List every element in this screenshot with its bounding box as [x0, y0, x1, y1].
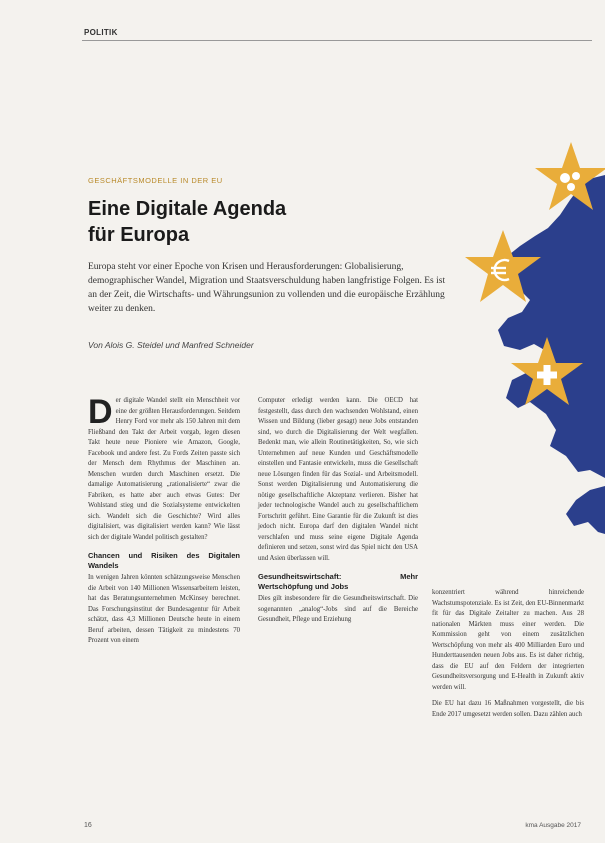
europe-map-shape-south [566, 486, 605, 534]
column-2-paragraph-1: Computer erledigt werden kann. Die OECD hat festgestellt, dass durch den wachsenden Wohlstand, einen Wissen und Bildung (lieber gesagt) neue Jobs entstanden sind, wo durch die Digitalisierung der Welt wegfallen. Bedenkt man, wie allein Routinetätigkeiten, So, wie sich Unternehmen auf neue Kunden und Geschäftsmodelle einstellen und Fantasie entwickeln, muss die Gesellschaft neue Lösungen finden für das Sozial- und Arbeitsmodell. Sonst werden Digitalisierung und Automatisierung die nötige gesellschaftliche Akzeptanz verlieren. Bisher hat jeder technologische Wandel auch zu gesellschaftlichem Fortschritt geführt. Eine Garantie für die Zukunft ist dies jedoch nicht. Europa darf den digitalen Wandel nicht verschlafen und muss seine eigene Digitale Agenda definieren und setzen, sonst wird das Spiel nicht den USA und Asien überlassen will. [258, 397, 418, 562]
column-3-paragraph-1: konzentriert während hinreichende Wachstumspotenziale. Es ist Zeit, den EU-Binnenmarkt fit für das Digitale Zeitalter zu machen. Aus 28 nationalen Märkten muss einer werden. Die Kommission geht von einem zusätzlichen Wertschöpfung von mehr als 400 Milliarden Euro und Hunderttausenden neuen Jobs aus. Es ist daher richtig, dass die EU auf den Feldern der integrierten Gesundheitsversorgung und E-Health in Zukunft aktiv werden will. [432, 589, 584, 691]
column-3-paragraph-2: Die EU hat dazu 16 Maßnahmen vorgestellt, die bis Ende 2017 umgesetzt werden sollen. Dazu zählen auch [432, 700, 584, 718]
column-2-paragraph-2: Dies gilt insbesondere für die Gesundheitswirtschaft. Die sogenannten „analog“-Jobs sind auf die Bereiche Gesundheit, Pflege und Erziehung [258, 595, 418, 623]
text-column-3 [432, 588, 584, 720]
article-byline: Von Alois G. Steidel und Manfred Schneider [88, 340, 254, 350]
column-1-subhead: Chancen und Risiken des Digitalen Wandels [88, 551, 240, 570]
headline-line-1: Eine Digitale Agenda [88, 198, 287, 220]
article-headline [88, 196, 428, 248]
europe-map-shape [498, 175, 605, 478]
section-label: POLITIK [84, 28, 118, 37]
page-number: 16 [84, 822, 92, 829]
column-2-subhead: Gesundheitswirtschaft: Mehr Wertschöpfung und Jobs [258, 572, 418, 591]
column-1-paragraph-2: In wenigen Jahren könnten schätzungsweise Menschen die Arbeit von 140 Millionen Wissensarbeitern leisten, hat das Beratungsunternehmen McKinsey berechnet. Das Forschungsinstitut der Bundesagentur für Arbeit schätzt, dass 4,3 Millionen Deutsche heute in einem Beruf arbeiten, dessen Tätigkeit zu mindestens 70 Prozent von einem [88, 574, 240, 644]
column-1-paragraph-1-text: er digitale Wandel stellt ein Menschheit vor eine der größten Herausforderungen. Seitdem Henry Ford vor mehr als 150 Jahren mit dem Fließband den Takt der Arbeit vorgab, legen diesen Takt heute neue Pioniere wie Amazon, Google, Facebook und andere fest. Zu Fords Zeiten passte sich der Mensch dem Rhythmus der Maschinen an. Menschen wurden durch Maschinen ersetzt. Die damalige Automatisierung „rationalisierte“ zwar die Fabriken, es hatte aber auch etwas Gutes: Der Wohlstand stieg und die Sozialsysteme entwickelten sich. Wandelt sich die Geschichte? Wird alles digitalisiert, was digitalisiert werden kann? Wie lässt sich der digitale Wandel politisch gestalten? [88, 397, 240, 541]
drop-cap: D [88, 393, 113, 431]
column-1-paragraph-1 [88, 393, 240, 543]
article-kicker: GESCHÄFTSMODELLE IN DER EU [88, 176, 223, 185]
text-column-2 [258, 396, 418, 626]
headline-line-2: für Europa [88, 224, 190, 246]
text-column-1 [88, 393, 240, 647]
magazine-footer: kma Ausgabe 2017 [525, 822, 581, 829]
article-lead: Europa steht vor einer Epoche von Krisen und Herausforderungen: Globalisierung, demographischer Wandel, Migration und Staatsverschuldung haben langfristige Folgen. Es ist an der Zeit, die Wirtschafts- und Währungsunion zu vollenden und die europäische Erzählung weiter zu denken. [88, 262, 446, 314]
